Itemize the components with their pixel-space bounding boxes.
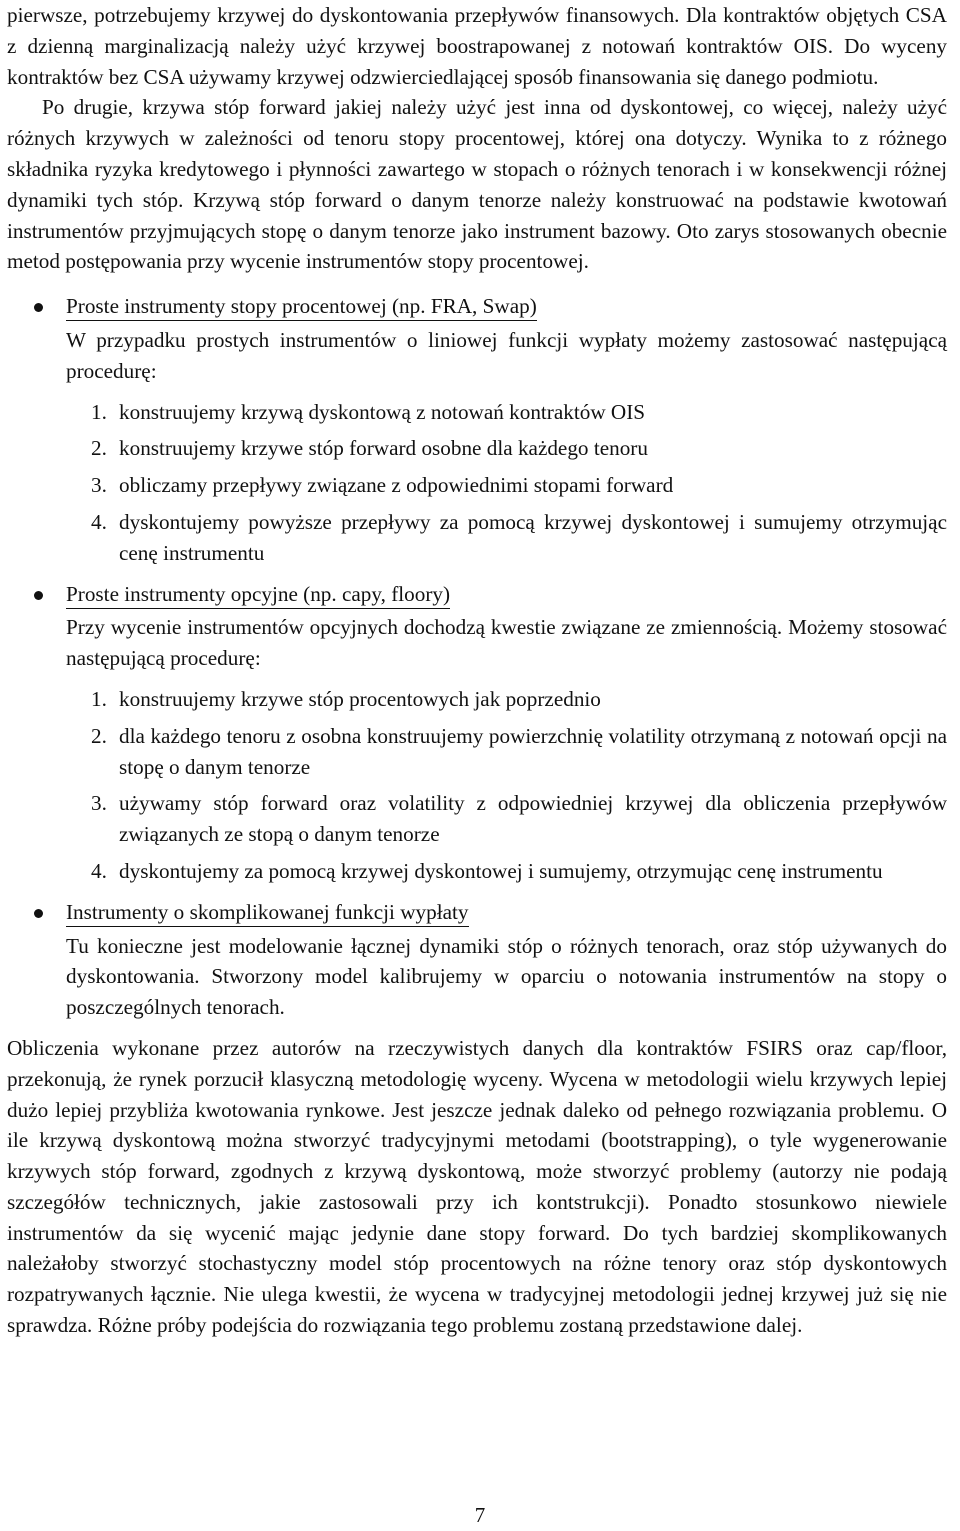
list-item-text: dyskontujemy za pomocą krzywej dyskontowej i sumujemy, otrzymując cenę instrumentu bbox=[119, 858, 883, 883]
paragraph-forward-curves: Po drugie, krzywa stóp forward jakiej należy użyć jest inna od dyskontowej, co więcej, należy użyć różnych krzywych w zależności od tenoru stopy procentowej, której ona dotyczy. Wynika to z różnego składnika ryzyka kredytowego i płynności zawartego w stopach o różnych tenorach i w konsekwencji różnej dynamiki tych stóp. Krzywą stóp forward o danym tenorze należy konstruować na podstawie kwotowań instrumentów przyjmujących stopę o danym tenorze jako instrument bazowy. Oto zarys stosowanych obecnie metod postępowania przy wycenie instrumentów stopy procentowej. bbox=[7, 95, 947, 274]
bullet-body: Przy wycenie instrumentów opcyjnych dochodzą kwestie związane ze zmiennością. Możemy stosować następującą procedurę: bbox=[66, 615, 947, 671]
bullet-dot-icon bbox=[34, 909, 43, 918]
list-item-text: konstruujemy krzywe stóp procentowych jak poprzednio bbox=[119, 686, 601, 711]
list-item bbox=[66, 507, 947, 569]
bullet-dot-icon bbox=[34, 303, 43, 312]
document-page bbox=[7, 0, 947, 1341]
bullet-item-options bbox=[7, 579, 947, 887]
list-item bbox=[66, 856, 947, 887]
bullet-list bbox=[7, 291, 947, 1023]
list-item bbox=[66, 470, 947, 501]
paragraph-conclusion: Obliczenia wykonane przez autorów na rzeczywistych danych dla kontraktów FSIRS oraz cap/floor, przekonują, że rynek porzucił klasyczną metodologię wyceny. Wycena w metodologii wielu krzywych lepiej dużo lepiej przybliża kwotowania rynkowe. Jest jeszcze jednak daleko od pełnego rozwiązania problemu. O ile krzywą dyskontową można stworzyć tradycyjnymi metodami (bootstrapping), o tyle wygenerowanie krzywych stóp forward, zgodnych z krzywą dyskontową, może stworzyć problemy (autorzy nie podają szczegółów technicznych, jakie zastosowali przy ich kontstrukcji). Ponadto stosunkowo niewiele instrumentów da się wycenić mając jedynie dane stopy forward. Do tych bardziej skomplikowanych należałoby stworzyć stochastyczny model stóp procentowych na różne tenory oraz stóp dyskontowych rozpatrywanych łącznie. Nie ulega kwestii, że wycena w tradycyjnej metodologii jednej krzywej już się nie sprawdza. Różne próby podejścia do rozwiązania tego problemu zostaną przedstawione dalej. bbox=[7, 1035, 947, 1338]
bullet-title: Proste instrumenty stopy procentowej (np. FRA, Swap) bbox=[66, 293, 537, 321]
bullet-dot-icon bbox=[34, 591, 43, 600]
bullet-item-complex-payoff bbox=[7, 897, 947, 1023]
list-item-text: obliczamy przepływy związane z odpowiednimi stopami forward bbox=[119, 473, 674, 498]
list-item bbox=[66, 721, 947, 783]
bullet-item-simple-rates bbox=[7, 291, 947, 568]
list-number: 1. bbox=[91, 686, 107, 711]
list-item bbox=[66, 788, 947, 850]
list-item-text: konstruujemy krzywe stóp forward osobne dla każdego tenoru bbox=[119, 436, 648, 461]
numbered-list bbox=[66, 684, 947, 887]
list-item-text: dyskontujemy powyższe przepływy za pomocą krzywej dyskontowej i sumujemy otrzymując cenę instrumentu bbox=[119, 509, 947, 565]
bullet-title: Proste instrumenty opcyjne (np. capy, floory) bbox=[66, 581, 450, 609]
paragraph-intro: pierwsze, potrzebujemy krzywej do dyskontowania przepływów finansowych. Dla kontraktów objętych CSA z dzienną marginalizacją należy użyć krzywej boostrapowanej z notowań kontraktów OIS. Do wyceny kontraktów bez CSA używamy krzywej odzwierciedlającej sposób finansowania się danego podmiotu. bbox=[7, 3, 947, 89]
list-number: 1. bbox=[91, 399, 107, 424]
list-item bbox=[66, 433, 947, 464]
numbered-list bbox=[66, 397, 947, 569]
list-number: 3. bbox=[91, 473, 107, 498]
bullet-title: Instrumenty o skomplikowanej funkcji wypłaty bbox=[66, 899, 469, 927]
list-number: 4. bbox=[91, 509, 107, 534]
list-item bbox=[66, 684, 947, 715]
list-number: 2. bbox=[91, 436, 107, 461]
list-item-text: dla każdego tenoru z osobna konstruujemy powierzchnię volatility otrzymaną z notowań opcji na stopę o danym tenorze bbox=[119, 723, 947, 779]
list-item bbox=[66, 397, 947, 428]
bullet-body: Tu konieczne jest modelowanie łącznej dynamiki stóp o różnych tenorach, oraz stóp używanych do dyskontowania. Stworzony model kalibrujemy w oparciu o notowania instrumentów na stopy o poszczególnych tenorach. bbox=[66, 933, 947, 1020]
list-number: 2. bbox=[91, 723, 107, 748]
bullet-body: W przypadku prostych instrumentów o liniowej funkcji wypłaty możemy zastosować następującą procedurę: bbox=[66, 327, 947, 383]
list-number: 4. bbox=[91, 858, 107, 883]
page-number: 7 bbox=[474, 1503, 486, 1527]
list-number: 3. bbox=[91, 791, 107, 816]
list-item-text: konstruujemy krzywą dyskontową z notowań kontraktów OIS bbox=[119, 399, 646, 424]
list-item-text: używamy stóp forward oraz volatility z odpowiedniej krzywej dla obliczenia przepływów związanych ze stopą o danym tenorze bbox=[119, 791, 947, 847]
